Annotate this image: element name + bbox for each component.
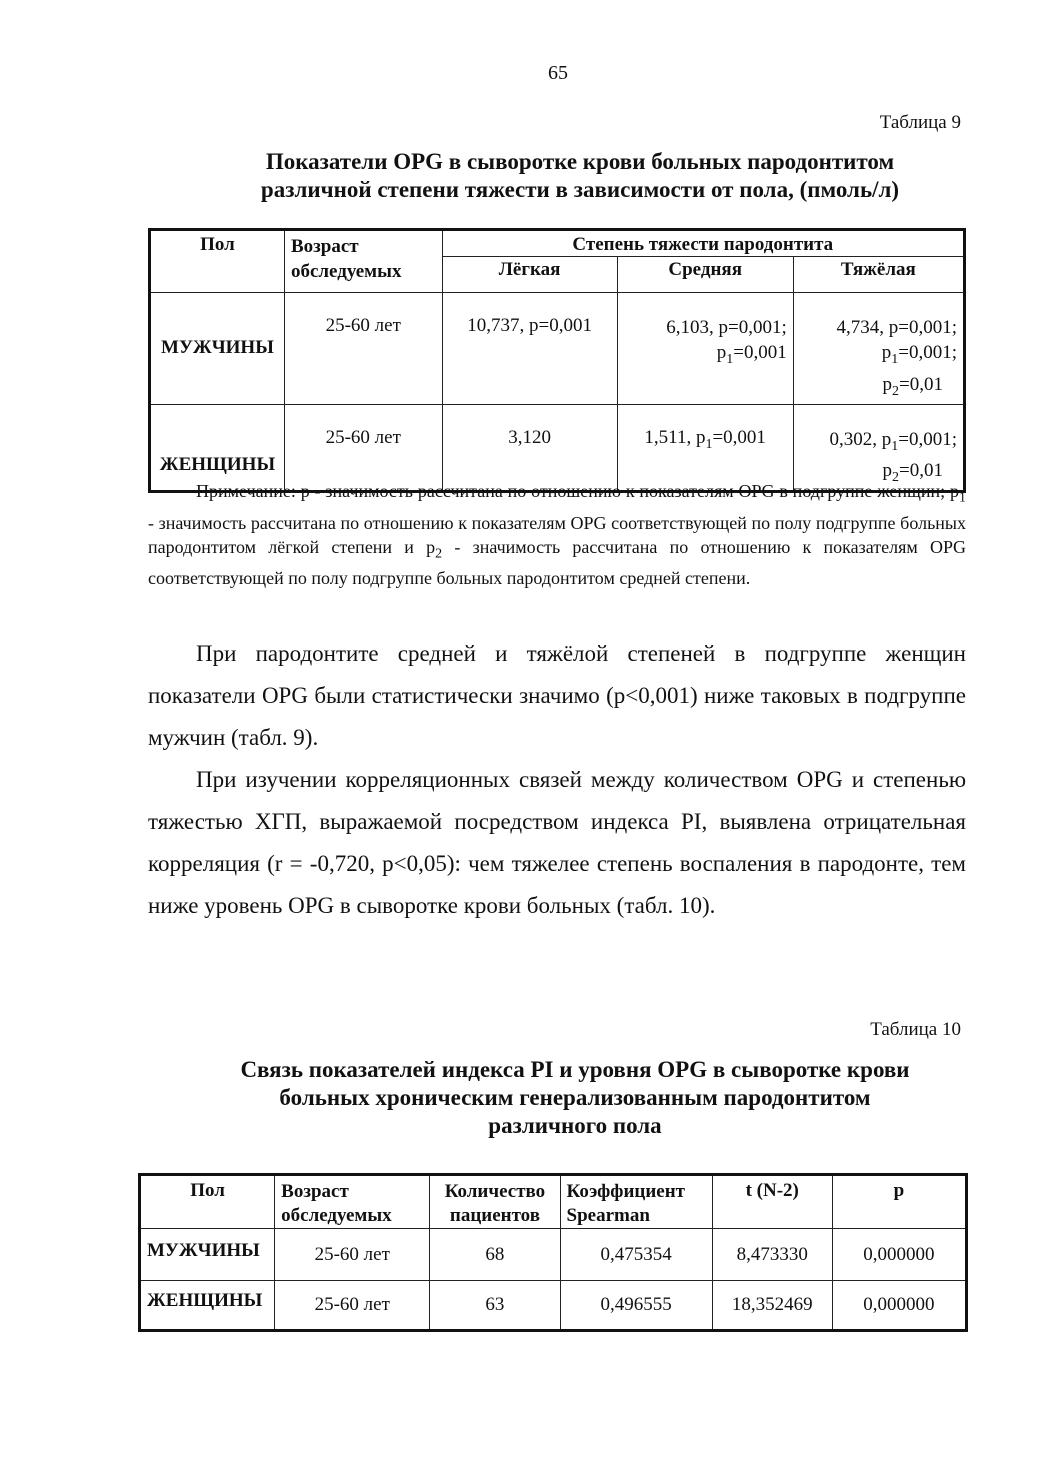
row-men-severe	[793, 293, 964, 405]
header-moderate: Средняя	[617, 257, 793, 293]
t10-row-men-coef: 0,475354	[560, 1229, 712, 1281]
paragraph-2: При изучении корреляционных связей между количеством OPG и степенью тяжестью ХГП, выражаемой посредством индекса PI, выявлена отрицательная корреляция (r = -0,720, p<0,05): чем тяжелее степень воспаления в пародонте, тем ниже уровень OPG в сыворотке крови больных (табл. 10).	[148, 767, 966, 918]
table-10-title-line-3: различного пола	[488, 1113, 662, 1138]
t10-row-women-age: 25-60 лет	[275, 1281, 430, 1331]
t10-row-women-t: 18,352469	[712, 1281, 832, 1331]
t10-header-count	[430, 1175, 560, 1229]
t10-header-coef-line-2: Spearman	[566, 1205, 650, 1226]
table-10-title-line-1: Связь показателей индекса PI и уровня OPG в сыворотке крови	[240, 1057, 910, 1082]
t10-header-age-line-1: Возраст	[281, 1181, 349, 1202]
men-severe-line-1: 4,734, p=0,001;	[836, 317, 957, 338]
row-women-age: 25-60 лет	[284, 404, 442, 492]
table-9-title	[120, 148, 1039, 204]
table-10-title-line-2: больных хроническим генерализованным пародонтитом	[279, 1085, 871, 1110]
t10-row-men-sex: МУЖЧИНЫ	[140, 1229, 275, 1281]
t10-header-count-line-2: пациентов	[449, 1205, 540, 1226]
table-9-caption: Таблица 9	[879, 112, 961, 133]
t10-row-men-p: 0,000000	[832, 1229, 966, 1281]
header-mild: Лёгкая	[442, 257, 617, 293]
table-10-caption: Таблица 10	[870, 1019, 961, 1040]
paragraph-1: При пародонтите средней и тяжёлой степеней в подгруппе женщин показатели OPG были статистически значимо (p<0,001) ниже таковых в подгруппе мужчин (табл. 9).	[148, 641, 966, 750]
t10-row-men-count: 68	[430, 1229, 560, 1281]
t10-row-women-count: 63	[430, 1281, 560, 1331]
t10-row-women-p: 0,000000	[832, 1281, 966, 1331]
table-9-title-line-2: различной степени тяжести в зависимости от пола, (пмоль/л)	[260, 177, 900, 202]
table-9	[148, 228, 966, 493]
t10-header-t: t (N-2)	[712, 1175, 832, 1229]
row-women-moderate: 1,511, $p_1=0,001$	[617, 404, 793, 492]
men-severe-line-3: $p_2=0,01$	[882, 373, 943, 399]
t10-header-sex: Пол	[140, 1175, 275, 1229]
header-age	[284, 230, 442, 293]
t10-row-men-t: 8,473330	[712, 1229, 832, 1281]
row-men-age: 25-60 лет	[284, 293, 442, 405]
page-number: 65	[548, 62, 568, 84]
t10-header-p: p	[832, 1175, 966, 1229]
table-9-note: Примечание: p - значимость рассчитана по отношению к показателям OPG в подгруппе женщин; $p_1$ - значимость рассчитана по отношению к показателям OPG соответствующей по полу подгруппе больных пародонтитом лёгкой степени и $p_2$ - значимость рассчитана по отношению к показателям OPG соответствующей по полу подгруппе больных пародонтитом средней степени.	[148, 481, 966, 589]
t10-header-count-line-1: Количество	[444, 1181, 546, 1202]
t10-header-coef-line-1: Коэффициент	[566, 1181, 686, 1202]
women-severe-line-1: 0,302, $p_1=0,001$;	[829, 428, 957, 454]
t10-header-age-line-2: обследуемых	[281, 1205, 392, 1226]
row-men-mild: 10,737, p=0,001	[442, 293, 617, 405]
row-men-label: МУЖЧИНЫ	[150, 293, 285, 405]
row-women-mild: 3,120	[442, 404, 617, 492]
table-10	[138, 1173, 968, 1332]
men-severe-line-2: $p_1=0,001$;	[881, 342, 957, 367]
men-moderate-line-1: 6,103, p=0,001;	[666, 317, 787, 338]
header-severity: Степень тяжести пародонтита	[442, 230, 964, 257]
men-moderate-line-2: $p_1=0,001$	[716, 342, 787, 367]
table-row	[140, 1229, 967, 1281]
table-row	[140, 1281, 967, 1331]
t10-row-women-sex: ЖЕНЩИНЫ	[140, 1281, 275, 1331]
header-age-line-1: Возраст	[290, 236, 359, 257]
table-9-title-line-1: Показатели OPG в сыворотке крови больных пародонтитом	[265, 149, 895, 174]
t10-row-women-coef: 0,496555	[560, 1281, 712, 1331]
table-10-title	[115, 1056, 1035, 1140]
row-women-label: ЖЕНЩИНЫ	[150, 404, 285, 492]
header-severe: Тяжёлая	[793, 257, 964, 293]
t10-header-coef	[560, 1175, 712, 1229]
women-severe-line-2: $p_2=0,01$	[882, 460, 943, 486]
t10-header-age	[275, 1175, 430, 1229]
header-sex: Пол	[150, 230, 285, 293]
row-men-moderate	[617, 293, 793, 405]
t10-row-men-age: 25-60 лет	[275, 1229, 430, 1281]
header-age-line-2: обследуемых	[290, 261, 402, 282]
